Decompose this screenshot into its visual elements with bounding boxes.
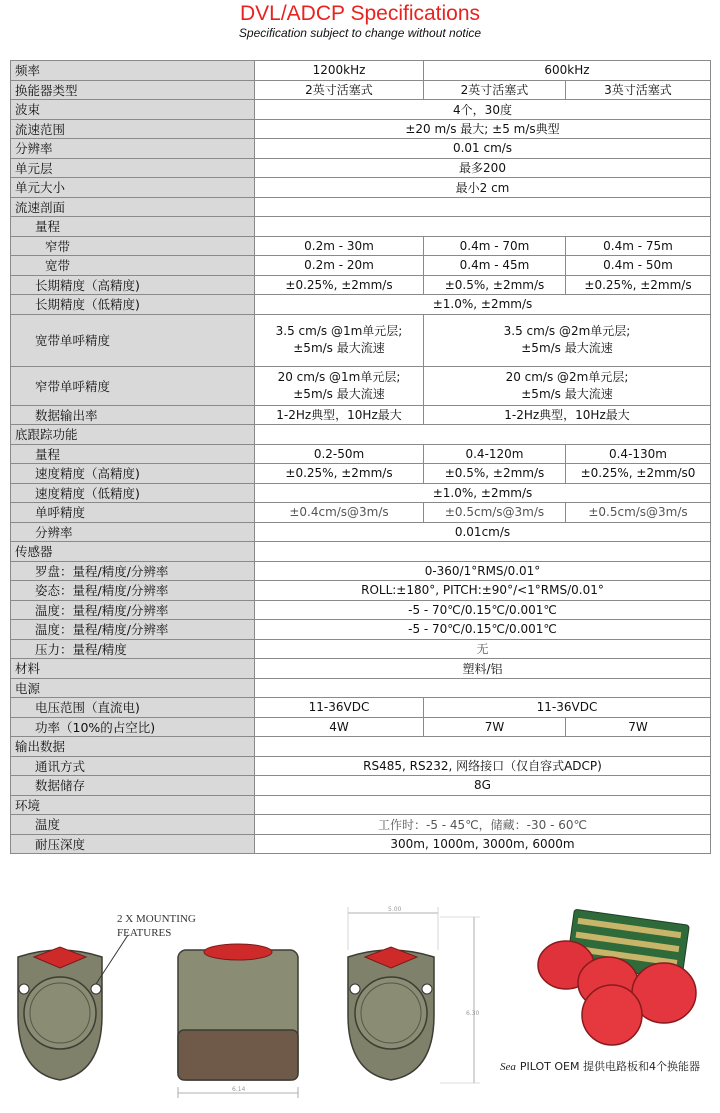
cell-value: 2英寸活塞式	[424, 80, 566, 100]
cell-line: ±5m/s 最大流速	[293, 386, 385, 401]
cell-value: ±0.25%, ±2mm/s	[566, 275, 711, 295]
cell-value: 0.2-50m	[255, 444, 424, 464]
cell-value: 1200kHz	[255, 61, 424, 81]
caption-text: PILOT OEM 提供电路板和4个换能器	[519, 1060, 700, 1073]
cell-empty	[255, 542, 711, 562]
table-row	[11, 256, 711, 276]
cell-line: ±5m/s 最大流速	[521, 341, 613, 355]
table-row	[11, 639, 711, 659]
table-row	[11, 659, 711, 679]
cell-value: 0.4m - 45m	[424, 256, 566, 276]
cell-value: 7W	[424, 717, 566, 737]
cell-value: 0.4m - 50m	[566, 256, 711, 276]
row-label: 功率（10%的占空比)	[11, 717, 255, 737]
table-row	[11, 620, 711, 640]
row-label: 速度精度（高精度)	[11, 464, 255, 484]
cell-line: ±5m/s 最大流速	[521, 386, 613, 401]
row-label: 波束	[11, 100, 255, 120]
row-label: 姿态：量程/精度/分辨率	[11, 581, 255, 601]
row-label: 频率	[11, 61, 255, 81]
table-row	[11, 464, 711, 484]
table-row	[11, 776, 711, 796]
cell-value: ±0.4cm/s@3m/s	[255, 503, 424, 523]
table-row	[11, 119, 711, 139]
cell-line: 3.5 cm/s @2m单元层;	[503, 324, 631, 338]
cell-value	[255, 314, 424, 366]
table-row	[11, 503, 711, 523]
cell-value: ROLL:±180°, PITCH:±90°/<1°RMS/0.01°	[255, 581, 711, 601]
cell-value: -5 - 70℃/0.15℃/0.001℃	[255, 620, 711, 640]
front-view-drawing	[18, 935, 128, 1080]
section-label: 底跟踪功能	[11, 425, 255, 445]
cell-empty	[255, 737, 711, 757]
cell-value: 0.2m - 20m	[255, 256, 424, 276]
side-view-drawing	[178, 944, 298, 1098]
row-label: 单元大小	[11, 178, 255, 198]
row-label: 流速范围	[11, 119, 255, 139]
cell-value: 1-2Hz典型，10Hz最大	[255, 405, 424, 425]
cell-value: 0.01cm/s	[255, 522, 711, 542]
table-row	[11, 795, 711, 815]
row-label: 数据输出率	[11, 405, 255, 425]
row-label: 温度	[11, 815, 255, 835]
cell-value: ±0.5%, ±2mm/s	[424, 464, 566, 484]
cell-empty	[255, 217, 711, 237]
cell-value: ±0.25%, ±2mm/s0	[566, 464, 711, 484]
table-row	[11, 444, 711, 464]
cell-value: ±0.25%, ±2mm/s	[255, 464, 424, 484]
oem-product-photo	[538, 909, 696, 1045]
cell-value: 4W	[255, 717, 424, 737]
page-title: DVL/ADCP Specifications	[239, 2, 481, 25]
cell-value	[424, 314, 711, 366]
section-label: 输出数据	[11, 737, 255, 757]
table-row	[11, 737, 711, 757]
table-row	[11, 236, 711, 256]
row-label: 长期精度（低精度)	[11, 295, 255, 315]
cell-value: -5 - 70℃/0.15℃/0.001℃	[255, 600, 711, 620]
cell-line: 3.5 cm/s @1m单元层;	[275, 324, 403, 338]
cell-value: 2英寸活塞式	[255, 80, 424, 100]
cell-value: 0-360/1°RMS/0.01°	[255, 561, 711, 581]
cell-value: 11-36VDC	[255, 698, 424, 718]
row-label: 材料	[11, 659, 255, 679]
cell-empty	[255, 678, 711, 698]
row-label: 宽带	[11, 256, 255, 276]
section-label: 环境	[11, 795, 255, 815]
cell-line: 20 cm/s @1m单元层;	[277, 369, 401, 384]
cell-value: ±20 m/s 最大; ±5 m/s典型	[255, 119, 711, 139]
cell-value: 0.01 cm/s	[255, 139, 711, 159]
row-label: 数据储存	[11, 776, 255, 796]
dimension-width-label: 5.00	[388, 906, 402, 913]
cell-value: 300m, 1000m, 3000m, 6000m	[255, 834, 711, 854]
cell-value: 11-36VDC	[424, 698, 711, 718]
cell-value: 1-2Hz典型，10Hz最大	[424, 405, 711, 425]
row-label: 长期精度（高精度)	[11, 275, 255, 295]
cell-value	[255, 366, 424, 405]
cell-value: 7W	[566, 717, 711, 737]
cell-value: 4个，30度	[255, 100, 711, 120]
table-row	[11, 581, 711, 601]
table-row	[11, 158, 711, 178]
table-row	[11, 80, 711, 100]
dimension-height-label: 6.30	[466, 1010, 480, 1017]
row-label: 耐压深度	[11, 834, 255, 854]
cell-empty	[255, 425, 711, 445]
cell-value: 0.4m - 75m	[566, 236, 711, 256]
cell-value: ±0.5%, ±2mm/s	[424, 275, 566, 295]
table-row	[11, 405, 711, 425]
table-row	[11, 561, 711, 581]
table-row	[11, 197, 711, 217]
row-label: 量程	[11, 217, 255, 237]
table-row	[11, 295, 711, 315]
cell-empty	[255, 197, 711, 217]
mounting-note-line: FEATURES	[117, 927, 172, 939]
table-row	[11, 717, 711, 737]
row-label: 通讯方式	[11, 756, 255, 776]
cell-value: ±1.0%, ±2mm/s	[255, 483, 711, 503]
section-label: 流速剖面	[11, 197, 255, 217]
cell-value: 0.4m - 70m	[424, 236, 566, 256]
table-row	[11, 542, 711, 562]
cell-value	[424, 366, 711, 405]
table-row	[11, 522, 711, 542]
dimension-bottom-label: 6.14	[232, 1086, 246, 1093]
table-row	[11, 366, 711, 405]
cell-value: 0.4-120m	[424, 444, 566, 464]
cell-value: RS485, RS232, 网络接口（仅自容式ADCP)	[255, 756, 711, 776]
cell-value: ±0.5cm/s@3m/s	[566, 503, 711, 523]
table-row	[11, 139, 711, 159]
table-row	[11, 100, 711, 120]
page-subtitle: Specification subject to change without notice	[238, 26, 482, 40]
table-row	[11, 815, 711, 835]
section-label: 电源	[11, 678, 255, 698]
table-row	[11, 756, 711, 776]
cell-value: 最小2 cm	[255, 178, 711, 198]
row-label: 单元层	[11, 158, 255, 178]
cell-line: ±5m/s 最大流速	[293, 341, 385, 355]
product-drawings	[0, 895, 720, 1113]
row-label: 温度：量程/精度/分辨率	[11, 620, 255, 640]
table-row	[11, 678, 711, 698]
table-row	[11, 483, 711, 503]
table-row	[11, 61, 711, 81]
dimension-view-drawing	[348, 907, 480, 1083]
cell-empty	[255, 795, 711, 815]
table-row	[11, 217, 711, 237]
table-row	[11, 275, 711, 295]
cell-value: ±0.5cm/s@3m/s	[424, 503, 566, 523]
mounting-note-line: 2 X MOUNTING	[117, 913, 196, 925]
table-row	[11, 314, 711, 366]
cell-value: 无	[255, 639, 711, 659]
cell-value: 3英寸活塞式	[566, 80, 711, 100]
cell-value: ±1.0%, ±2mm/s	[255, 295, 711, 315]
spec-table	[10, 60, 711, 854]
row-label: 窄带单呼精度	[11, 366, 255, 405]
row-label: 速度精度（低精度)	[11, 483, 255, 503]
cell-value: 600kHz	[424, 61, 711, 81]
table-row	[11, 834, 711, 854]
caption-brand: Sea	[500, 1061, 516, 1073]
row-label: 分辨率	[11, 139, 255, 159]
row-label: 宽带单呼精度	[11, 314, 255, 366]
cell-value: ±0.25%, ±2mm/s	[255, 275, 424, 295]
row-label: 分辨率	[11, 522, 255, 542]
row-label: 电压范围（直流电)	[11, 698, 255, 718]
cell-value: 0.4-130m	[566, 444, 711, 464]
photo-caption	[500, 1058, 700, 1074]
table-row	[11, 425, 711, 445]
row-label: 压力：量程/精度	[11, 639, 255, 659]
row-label: 量程	[11, 444, 255, 464]
cell-value: 最多200	[255, 158, 711, 178]
cell-value: 工作时：-5 - 45℃，储藏：-30 - 60℃	[255, 815, 711, 835]
row-label: 罗盘：量程/精度/分辨率	[11, 561, 255, 581]
cell-value: 塑料/铝	[255, 659, 711, 679]
table-row	[11, 698, 711, 718]
table-row	[11, 178, 711, 198]
mounting-note	[117, 912, 196, 940]
row-label: 温度：量程/精度/分辨率	[11, 600, 255, 620]
section-label: 传感器	[11, 542, 255, 562]
cell-value: 0.2m - 30m	[255, 236, 424, 256]
table-row	[11, 600, 711, 620]
row-label: 单呼精度	[11, 503, 255, 523]
cell-line: 20 cm/s @2m单元层;	[505, 369, 629, 384]
row-label: 换能器类型	[11, 80, 255, 100]
cell-value: 8G	[255, 776, 711, 796]
row-label: 窄带	[11, 236, 255, 256]
